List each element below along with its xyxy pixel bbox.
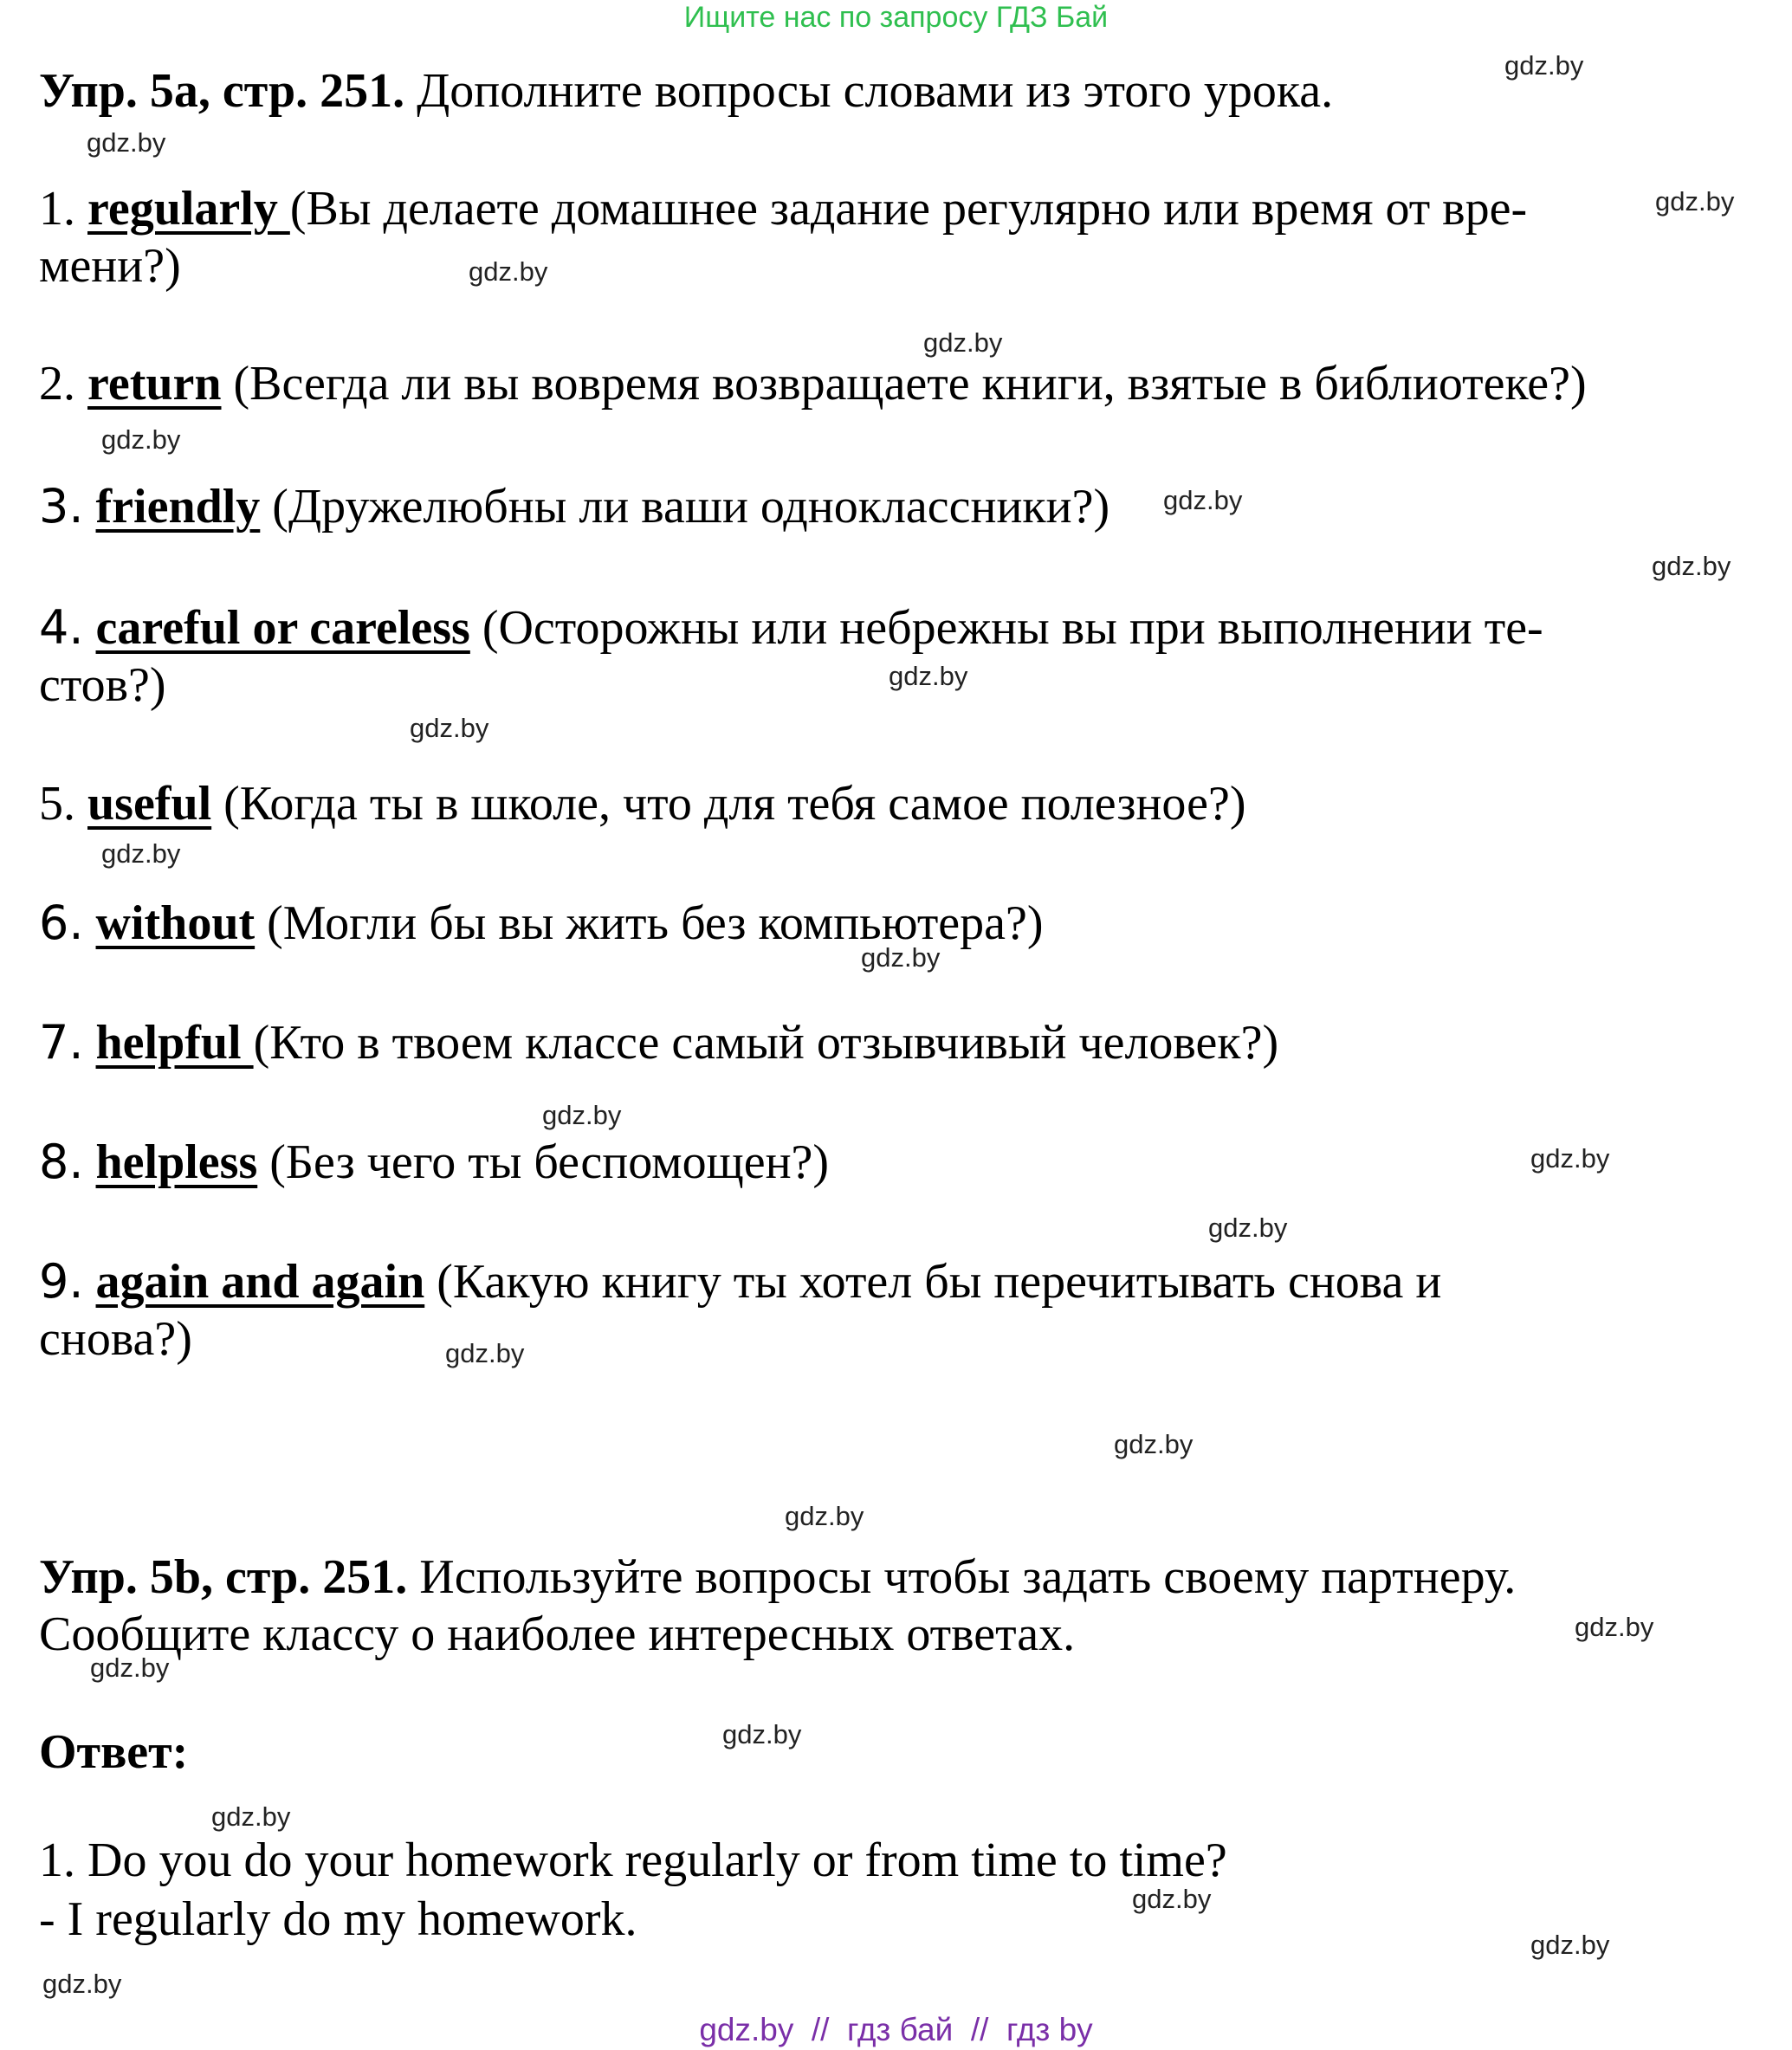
item-9-continuation: снова?) (39, 1312, 192, 1366)
item-9 (39, 1253, 1441, 1310)
item-3-number: 3. (39, 479, 84, 534)
item-1-question: (Вы делаете домашнее задание регулярно или время от вре- (289, 182, 1528, 236)
exercise-5b-label: Упр. 5b, стр. 251. (39, 1550, 408, 1604)
watermark: gdz.by (469, 256, 548, 287)
item-6-question: (Могли бы вы жить без компьютера?) (267, 896, 1044, 950)
item-6-number: 6. (39, 896, 84, 950)
item-5-answer: useful (87, 777, 212, 831)
exercise-5b-line2: Сообщите классу о наиболее интересных ответах. (39, 1607, 1076, 1661)
watermark: gdz.by (923, 327, 1003, 358)
item-1-number: 1. (39, 182, 75, 236)
watermark: gdz.by (410, 713, 489, 743)
item-4-answer: careful or careless (95, 601, 470, 655)
item-5-question: (Когда ты в школе, что для тебя самое полезное?) (223, 777, 1246, 831)
exercise-5a-heading (39, 62, 1333, 120)
item-3-answer: friendly (95, 480, 261, 534)
item-6-answer: without (95, 896, 256, 950)
item-4-number: 4. (39, 600, 84, 655)
item-7-answer: helpful (95, 1016, 254, 1070)
watermark: gdz.by (445, 1338, 525, 1368)
watermark: gdz.by (1575, 1612, 1654, 1642)
item-1 (39, 180, 1527, 237)
item-7-question: (Кто в твоем классе самый отзывчивый человек?) (253, 1016, 1279, 1070)
watermark: gdz.by (101, 838, 181, 869)
item-3 (39, 478, 1109, 535)
watermark: gdz.by (722, 1719, 802, 1749)
answer-line-1: 1. Do you do your homework regularly or from time to time? (39, 1833, 1227, 1887)
item-9-question: (Какую книгу ты хотел бы перечитывать снова и (437, 1255, 1442, 1309)
watermark: gdz.by (87, 127, 166, 158)
watermark: gdz.by (1163, 485, 1243, 515)
watermark: gdz.by (542, 1100, 622, 1130)
watermark: gdz.by (1114, 1429, 1194, 1459)
item-1-continuation: мени?) (39, 239, 181, 293)
item-8 (39, 1134, 829, 1191)
watermark: gdz.by (101, 424, 181, 455)
watermark: gdz.by (1530, 1143, 1610, 1174)
watermark: gdz.by (889, 661, 968, 691)
watermark: gdz.by (861, 942, 941, 973)
item-3-question: (Дружелюбны ли ваши одноклассники?) (272, 480, 1110, 534)
search-banner: Ищите нас по запросу ГДЗ Бай (683, 1, 1109, 34)
answer-line-2: - I regularly do my homework. (39, 1892, 637, 1946)
item-2-number: 2. (39, 357, 75, 411)
item-2-question: (Всегда ли вы вовремя возвращаете книги, взятые в библиотеке?) (233, 357, 1587, 411)
item-7 (39, 1014, 1278, 1071)
exercise-5b-text: Используйте вопросы чтобы задать своему партнеру. (419, 1550, 1517, 1604)
item-8-number: 8. (39, 1135, 84, 1189)
item-7-number: 7. (39, 1015, 84, 1070)
watermark: gdz.by (211, 1801, 291, 1832)
watermark: gdz.by (90, 1652, 170, 1683)
item-9-answer: again and again (95, 1255, 425, 1309)
watermark: gdz.by (785, 1501, 864, 1531)
item-2 (39, 355, 1587, 412)
watermark: gdz.by (1530, 1930, 1610, 1960)
item-4 (39, 599, 1543, 656)
item-5 (39, 775, 1245, 832)
item-8-answer: helpless (95, 1135, 258, 1189)
watermark: gdz.by (1655, 186, 1735, 217)
exercise-5a-text: Дополните вопросы словами из этого урока. (417, 64, 1334, 118)
item-4-question: (Осторожны или небрежны вы при выполнении те- (482, 601, 1543, 655)
answer-heading: Ответ: (39, 1725, 189, 1779)
watermark: gdz.by (1504, 50, 1584, 81)
item-2-answer: return (87, 357, 222, 411)
watermark: gdz.by (1132, 1884, 1212, 1914)
exercise-5b-heading (39, 1549, 1516, 1606)
item-1-answer: regularly (87, 182, 290, 236)
watermark: gdz.by (1208, 1213, 1288, 1243)
exercise-5a-label: Упр. 5а, стр. 251. (39, 64, 405, 118)
watermark: gdz.by (42, 1969, 122, 1999)
item-5-number: 5. (39, 777, 75, 831)
item-4-continuation: стов?) (39, 658, 166, 712)
footer-links: gdz.by // гдз бай // гдз by (699, 2012, 1093, 2047)
item-9-number: 9. (39, 1254, 84, 1309)
watermark: gdz.by (1652, 551, 1731, 581)
item-8-question: (Без чего ты беспомощен?) (269, 1135, 830, 1189)
